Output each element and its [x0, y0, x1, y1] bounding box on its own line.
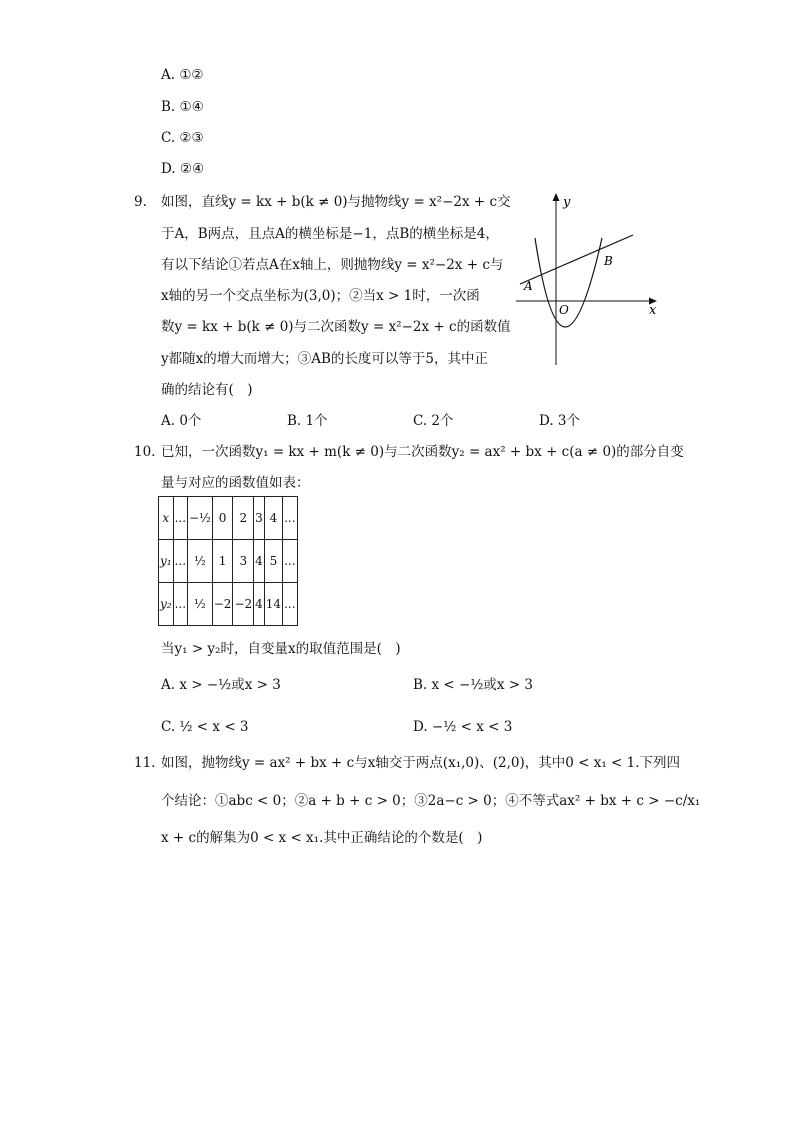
table-cell: 5 [264, 540, 282, 583]
graph-label-origin: O [559, 303, 569, 317]
table-cell: y₁ [159, 540, 174, 583]
table-cell: 2 [233, 497, 254, 540]
table-cell: ... [173, 497, 187, 540]
table-cell: 4 [254, 583, 265, 626]
graph-label-y: y [563, 195, 571, 210]
table-cell: ... [173, 540, 187, 583]
q11-number: 11. [134, 755, 156, 771]
table-row-x [159, 497, 298, 540]
graph-label-x: x [649, 303, 657, 318]
q9-line-6: y都随x的增大而增大；③AB的长度可以等于5，其中正 [161, 351, 488, 367]
table-cell: 0 [212, 497, 233, 540]
line-ab [520, 235, 633, 284]
q10-line-1: 已知，一次函数y₁ = kx + m(k ≠ 0)与二次函数y₂ = ax² + bx + c(a ≠ 0)的部分自变 [161, 444, 684, 460]
q8-option-c: C. ②③ [161, 130, 204, 146]
table-cell: ... [173, 583, 187, 626]
q8-option-a: A. ①② [161, 67, 204, 83]
q9-option-d: D. 3个 [539, 413, 581, 429]
table-cell: 3 [233, 540, 254, 583]
table-cell: 3 [254, 497, 265, 540]
table-row-y2 [159, 583, 298, 626]
q9-line-5: 数y = kx + b(k ≠ 0)与二次函数y = x²−2x + c的函数值 [161, 319, 511, 335]
q10-option-d: D. −½ < x < 3 [413, 719, 513, 735]
table-cell: 1 [212, 540, 233, 583]
q9-number: 9. [134, 194, 147, 210]
q9-line-4: x轴的另一个交点坐标为(3,0)；②当x > 1时，一次函 [161, 288, 480, 304]
q10-number: 10. [134, 444, 156, 460]
table-cell: ... [283, 540, 297, 583]
q9-option-b: B. 1个 [287, 413, 328, 429]
q11-line-1: 如图，抛物线y = ax² + bx + c与x轴交于两点(x₁,0)、(2,0)，其中0 < x₁ < 1.下列四 [161, 755, 681, 771]
table-cell: −2 [212, 583, 233, 626]
table-cell: −2 [233, 583, 254, 626]
q10-option-b: B. x < −½或x > 3 [413, 677, 534, 693]
table-cell: 14 [264, 583, 282, 626]
q8-option-b: B. ①④ [161, 99, 204, 115]
q11-line-3: x + c的解集为0 < x < x₁.其中正确结论的个数是( ) [161, 830, 483, 846]
table-cell: ½ [188, 583, 213, 626]
graph-label-b: B [604, 254, 613, 268]
q9-option-c: C. 2个 [413, 413, 454, 429]
y-axis-arrow [553, 193, 560, 201]
q9-option-a: A. 0个 [161, 413, 202, 429]
table-row-y1 [159, 540, 298, 583]
q9-line-2: 于A，B两点，且点A的横坐标是−1，点B的横坐标是4， [161, 226, 499, 242]
q10-line-2: 量与对应的函数值如表： [161, 475, 310, 491]
q10-question: 当y₁ > y₂时，自变量x的取值范围是( ) [161, 641, 401, 657]
table-cell: x [159, 497, 174, 540]
q10-value-table [158, 496, 298, 626]
q11-line-2: 个结论：①abc < 0；②a + b + c > 0；③2a−c > 0；④不等式ax² + bx + c > −c/x₁ [161, 793, 701, 809]
q9-graph [506, 190, 662, 370]
table-cell: 4 [254, 540, 265, 583]
q8-option-d: D. ②④ [161, 161, 205, 177]
graph-label-a: A [524, 279, 533, 293]
table-cell: −½ [188, 497, 213, 540]
table-cell: ... [283, 497, 297, 540]
table-cell: y₂ [159, 583, 174, 626]
table-cell: ... [283, 583, 297, 626]
q9-line-3: 有以下结论①若点A在x轴上，则抛物线y = x²−2x + c与 [161, 257, 504, 273]
q9-line-1: 如图，直线y = kx + b(k ≠ 0)与抛物线y = x²−2x + c交 [161, 194, 511, 210]
table-cell: 4 [264, 497, 282, 540]
q9-line-7: 确的结论有( ) [161, 382, 253, 398]
q10-option-c: C. ½ < x < 3 [161, 719, 249, 735]
table-cell: ½ [188, 540, 213, 583]
q10-option-a: A. x > −½或x > 3 [161, 677, 281, 693]
